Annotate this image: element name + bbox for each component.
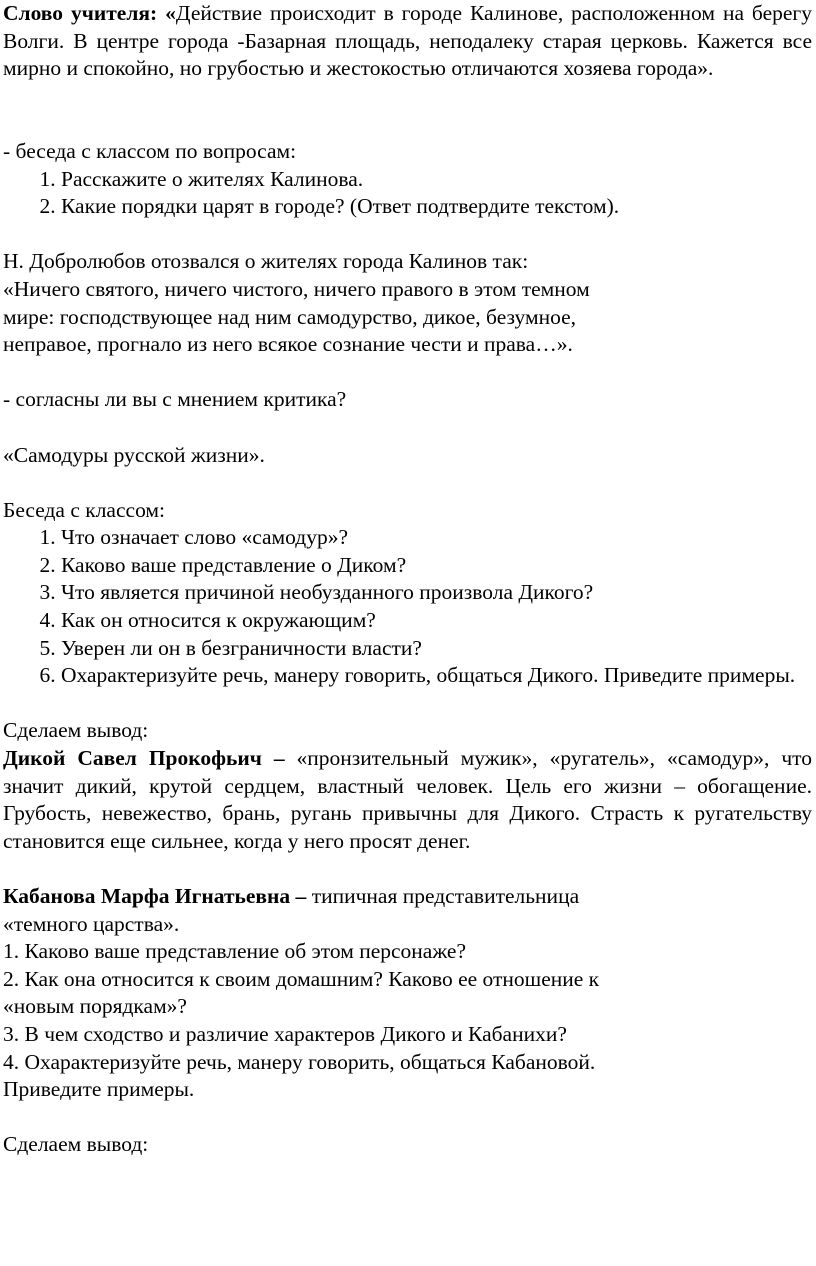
spacer: [3, 83, 812, 138]
dikoy-name: Дикой Савел Прокофьич –: [3, 746, 285, 771]
dobrolyubov-quote-line: неправое, прогнало из него всякое сознание чести и права…».: [3, 332, 573, 357]
talk2-heading: Беседа с классом:: [3, 497, 165, 522]
dikoy-description: [3, 745, 812, 855]
kabanova-question-line: 2. Как она относится к своим домашним? Каково ее отношение к: [3, 966, 600, 991]
talk2-question-list: [3, 524, 812, 690]
dobrolyubov-quote-line: мире: господствующее над ним самодурство, дикое, безумное,: [3, 304, 577, 329]
conclusion1-heading: Сделаем вывод:: [3, 718, 149, 743]
list-item: 2. Каково ваше представление о Диком?: [61, 552, 812, 580]
dobrolyubov-lead: Н. Добролюбов отозвался о жителях города Калинов так:: [3, 249, 529, 274]
kabanova-question-line: 3. В чем сходство и различие характеров Дикого и Кабанихи?: [3, 1021, 567, 1046]
list-item: 3. Что является причиной необузданного произвола Дикого?: [61, 579, 812, 607]
list-item: 2. Какие порядки царят в городе? (Ответ подтвердите текстом).: [61, 193, 812, 221]
teacher-intro-label: Слово учителя: «: [3, 1, 176, 25]
spacer: [3, 1104, 812, 1132]
list-item: 1. Что означает слово «самодур»?: [61, 524, 812, 552]
teacher-intro: [3, 0, 812, 83]
kabanova-name: Кабанова Марфа Игнатьевна –: [3, 884, 307, 908]
list-item: 1. Расскажите о жителях Калинова.: [61, 166, 812, 194]
spacer: [3, 359, 812, 387]
dobrolyubov-quote-line: «Ничего святого, ничего чистого, ничего правого в этом темном: [3, 276, 590, 301]
dikoy-text: «пронзительный мужик», «ругатель», «самодур», что значит дикий, крутой сердцем, властный человек. Цель его жизни – обогащение. Грубость, невежество, брань, ругань привычны для Дикого. Страсть к ругательству становится еще сильнее, когда у него просят денег.: [3, 746, 812, 853]
list-item: 4. Как он относится к окружающим?: [61, 607, 812, 635]
kabanova-question-line: 4. Охарактеризуйте речь, манеру говорить, общаться Кабановой.: [3, 1049, 596, 1074]
kabanova-intro-line: «темного царства».: [3, 911, 180, 936]
kabanova-question-line: Приведите примеры.: [3, 1077, 195, 1102]
spacer: [3, 414, 812, 442]
section-title: «Самодуры русской жизни».: [3, 442, 265, 467]
talk1-heading: - беседа с классом по вопросам:: [3, 138, 297, 163]
list-item: 6. Охарактеризуйте речь, манеру говорить, общаться Дикого. Приведите примеры.: [61, 662, 812, 690]
kabanova-intro-text: типичная представительница: [306, 884, 580, 908]
talk1-question-list: [3, 166, 812, 221]
spacer: [3, 855, 812, 883]
teacher-intro-text: Действие происходит в городе Калинове, расположенном на берегу Волги. В центре города -Базарная площадь, неподалеку старая церковь. Кажется все мирно и спокойно, но грубостью и жестокостью отличаются хозяева города».: [3, 1, 812, 81]
conclusion2-heading: Сделаем вывод:: [3, 1132, 149, 1157]
spacer: [3, 690, 812, 718]
kabanova-question-line: «новым порядкам»?: [3, 994, 187, 1019]
kabanova-question-line: 1. Каково ваше представление об этом персонаже?: [3, 939, 467, 964]
spacer: [3, 469, 812, 497]
list-item: 5. Уверен ли он в безграничности власти?: [61, 635, 812, 663]
spacer: [3, 221, 812, 249]
kabanova-intro: [3, 883, 812, 911]
critic-question: - согласны ли вы с мнением критика?: [3, 387, 347, 412]
